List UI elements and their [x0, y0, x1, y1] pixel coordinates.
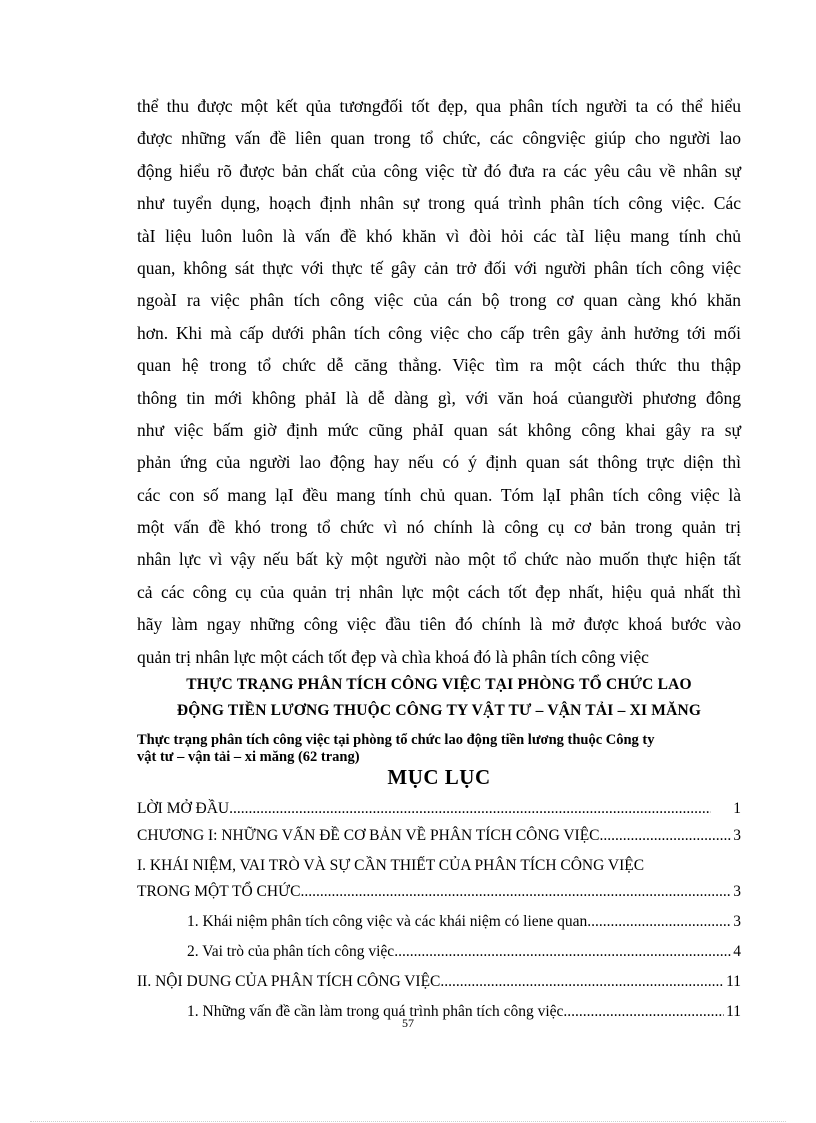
toc-entry[interactable]	[137, 857, 741, 883]
toc-leader-dots	[587, 913, 731, 931]
toc-entry-label: I. KHÁI NIỆM, VAI TRÒ VÀ SỰ CẦN THIẾT CỦA PHÂN TÍCH CÔNG VIỆC	[137, 857, 645, 874]
toc-title: MỤC LỤC	[387, 765, 491, 789]
toc-entry[interactable]	[137, 973, 741, 1003]
body-line: các con số mang lạI đều mang tính chủ quan. Tóm lạI phân tích công việc là	[137, 484, 741, 505]
body-line: tàI liệu luôn luôn là vấn đề khó khăn vì đòi hỏi các tàI liệu mang tính chủ	[137, 225, 741, 246]
toc-entry-page: 3	[733, 913, 741, 930]
toc-entry[interactable]	[137, 827, 741, 857]
body-line: nhân lực vì vậy nếu bất kỳ một người nào một tổ chức nào muốn thực hiện tất	[137, 549, 741, 570]
body-line: hãy làm ngay những công việc đầu tiên đó chính là mở được khoá bước vào	[137, 614, 741, 635]
toc-leader-dots	[440, 973, 724, 991]
toc-entry-page: 1	[733, 800, 741, 817]
body-paragraph	[137, 90, 741, 673]
table-of-contents	[137, 800, 741, 1030]
toc-entry-label: 1. Khái niệm phân tích công việc và các khái niệm có liene quan	[187, 913, 588, 930]
toc-leader-dots	[600, 827, 732, 845]
toc-entry-continuation[interactable]	[137, 883, 741, 913]
toc-entry-label: 2. Vai trò của phân tích công việc	[187, 943, 395, 960]
page-bottom-divider	[30, 1121, 786, 1122]
toc-entry-label: LỜI MỞ ĐẦU	[137, 800, 230, 817]
body-line: quản trị nhân lực một cách tốt đẹp và chìa khoá đó là phân tích công việc	[137, 646, 649, 667]
toc-entry[interactable]	[137, 913, 741, 943]
body-line: cả các công cụ của quản trị nhân lực một cách tốt đẹp nhất, hiệu quả nhất thì	[137, 581, 741, 602]
body-line: hơn. Khi mà cấp dưới phân tích công việc cho cấp trên gây ảnh hưởng tới mối	[137, 322, 741, 343]
toc-entry-page: 3	[733, 827, 741, 844]
toc-entry-page: 3	[733, 883, 741, 900]
toc-entry[interactable]	[137, 943, 741, 973]
body-line: động hiểu rõ được bản chất của công việc từ đó đưa ra các yêu câu về nhân sự	[137, 160, 741, 181]
body-line: quan, không sát thực với thực tế gây cản trở đối với người phân tích công việc	[137, 257, 741, 278]
toc-entry-label: II. NỘI DUNG CỦA PHÂN TÍCH CÔNG VIỆC	[137, 973, 441, 990]
body-line: như việc bấm giờ định mức cũng phảI quan sát không công khai gây ra sự	[137, 419, 741, 440]
body-line: ngoàI ra việc phân tích công việc của cán bộ trong cơ quan càng khó khăn	[137, 290, 741, 311]
toc-leader-dots	[229, 800, 711, 818]
section-heading-line-1: THỰC TRẠNG PHÂN TÍCH CÔNG VIỆC TẠI PHÒNG TỔ CHỨC LAO	[186, 676, 692, 693]
body-line: được những vấn đề liên quan trong tổ chức, các côngviệc giúp cho người lao	[137, 128, 741, 149]
body-line: quan hệ trong tổ chức dễ căng thẳng. Việc tìm ra một cách thức thu thập	[137, 355, 741, 376]
page-number: 57	[402, 1016, 414, 1030]
toc-leader-dots	[300, 883, 731, 901]
toc-entry-label: TRONG MỘT TỔ CHỨC	[137, 883, 301, 900]
summary-line-2: vật tư – vận tải – xi măng (62 trang)	[137, 749, 360, 765]
summary-line-1: Thực trạng phân tích công việc tại phòng tổ chức lao động tiền lương thuộc Công ty	[137, 732, 655, 748]
document-summary	[137, 732, 741, 766]
body-line: phản ứng của người lao động hay nếu có ý định quan sát thông trực diện thì	[137, 452, 741, 473]
body-line: thể thu được một kết qủa tươngđối tốt đẹp, qua phân tích người ta có thể hiểu	[137, 96, 741, 116]
toc-entry-page: 4	[733, 943, 741, 960]
body-line: một vấn đề khó trong tổ chức vì nó chính là công cụ cơ bản trong quản trị	[137, 517, 741, 538]
body-line: thông tin mới không phảI là dễ dàng gì, với văn hoá củangười phương đông	[137, 387, 741, 408]
toc-entry-page: 11	[726, 1003, 741, 1020]
section-heading-line-2: ĐỘNG TIỀN LƯƠNG THUỘC CÔNG TY VẬT TƯ – VẬN TẢI – XI MĂNG	[176, 702, 702, 719]
toc-entry-page: 11	[726, 973, 741, 990]
toc-entry-label: 1. Những vấn đề cần làm trong quá trình phân tích công việc	[187, 1003, 564, 1020]
toc-entry-label: CHƯƠNG I: NHỮNG VẤN ĐỀ CƠ BẢN VỀ PHÂN TÍCH CÔNG VIỆC	[137, 827, 600, 844]
body-line: như tuyển dụng, hoạch định nhân sự trong quá trình phân tích công việc. Các	[137, 193, 741, 214]
toc-leader-dots	[394, 943, 731, 961]
toc-entry[interactable]	[137, 800, 741, 827]
